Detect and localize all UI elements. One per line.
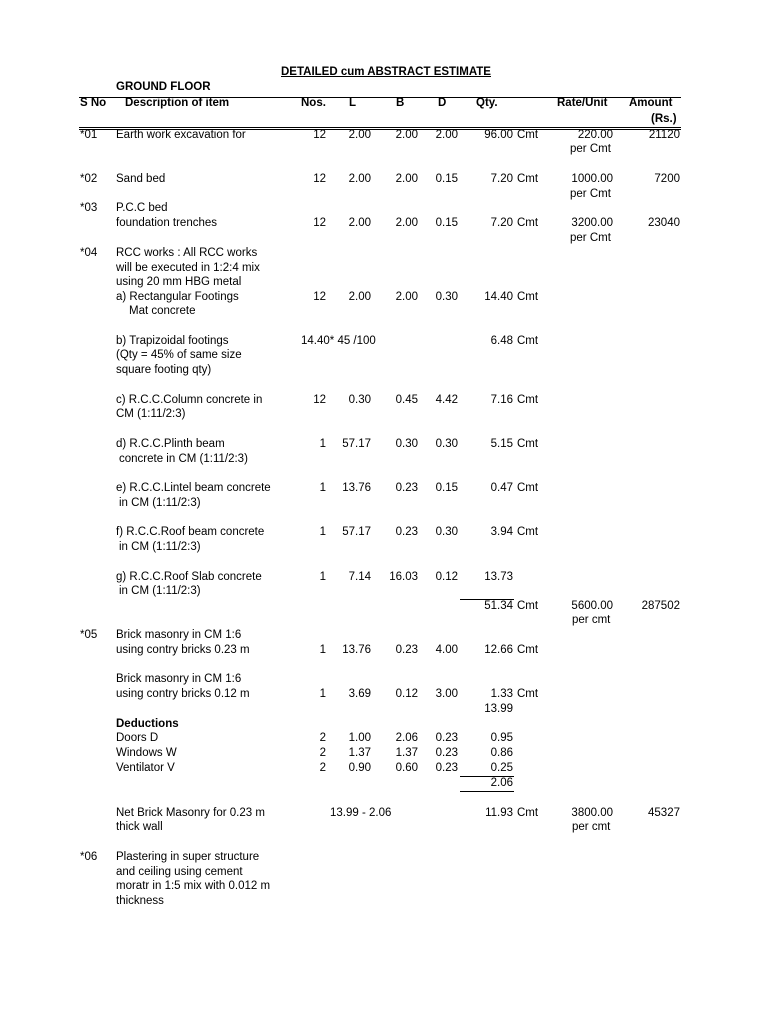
total-qty-unit: Cmt [517, 600, 539, 612]
item-rate: 5600.00 [571, 600, 613, 612]
item-sno: *06 [80, 851, 98, 863]
col-header-d: D [438, 97, 447, 109]
item-rate-unit: per Cmt [570, 188, 611, 200]
subitem-qty: 0.47 [490, 482, 513, 494]
item-depth: 3.00 [435, 688, 458, 700]
item-length: 2.00 [348, 217, 371, 229]
subitem-breadth: 0.45 [395, 394, 418, 406]
deduction-depth: 0.23 [435, 762, 458, 774]
deduction-qty: 0.25 [490, 762, 513, 774]
col-header-b: B [396, 97, 405, 109]
item-depth: 0.15 [435, 173, 458, 185]
subtotal-qty: 13.99 [484, 703, 513, 715]
subitem-depth: 0.30 [435, 291, 458, 303]
item-amount: 23040 [648, 217, 680, 229]
deduction-total: 2.06 [490, 777, 513, 789]
item-nos: 1 [319, 644, 326, 656]
deduction-depth: 0.23 [435, 732, 458, 744]
item-breadth: 0.23 [395, 644, 418, 656]
page-title: DETAILED cum ABSTRACT ESTIMATE [281, 66, 491, 78]
item-depth: 2.00 [435, 129, 458, 141]
item-breadth: 2.00 [395, 217, 418, 229]
net-formula: 13.99 - 2.06 [330, 807, 392, 819]
subitem-description: square footing qty) [116, 364, 212, 376]
item-description: using contry bricks 0.12 m [116, 688, 250, 700]
subitem-breadth: 0.23 [395, 526, 418, 538]
deduction-nos: 2 [319, 732, 326, 744]
item-qty-unit: Cmt [517, 173, 539, 185]
subitem-qty-unit: Cmt [517, 526, 539, 538]
subitem-formula: 14.40* 45 /100 [301, 335, 376, 347]
deduction-nos: 2 [319, 762, 326, 774]
subitem-length: 7.14 [348, 571, 371, 583]
subitem-qty: 13.73 [484, 571, 513, 583]
item-depth: 4.00 [435, 644, 458, 656]
deduction-length: 1.37 [348, 747, 371, 759]
subitem-breadth: 0.23 [395, 482, 418, 494]
item-description: RCC works : All RCC works [116, 247, 258, 259]
subitem-description: in CM (1:11/2:3) [119, 585, 201, 597]
item-description: moratr in 1:5 mix with 0.012 m [116, 880, 271, 892]
subitem-description: f) R.C.C.Roof beam concrete [116, 526, 265, 538]
item-rate-unit: per Cmt [570, 143, 611, 155]
subitem-qty-unit: Cmt [517, 335, 539, 347]
col-header-l: L [349, 97, 357, 109]
item-rate-unit: per cmt [572, 821, 611, 833]
item-breadth: 0.12 [395, 688, 418, 700]
item-amount: 21120 [648, 129, 680, 141]
item-rate: 220.00 [577, 129, 613, 141]
subitem-qty: 6.48 [490, 335, 513, 347]
subitem-nos: 12 [313, 394, 326, 406]
subitem-length: 57.17 [342, 526, 371, 538]
subitem-qty-unit: Cmt [517, 291, 539, 303]
item-qty: 12.66 [484, 644, 513, 656]
col-header-qty: Qty. [476, 97, 498, 109]
subitem-qty: 14.40 [484, 291, 513, 303]
col-header-description: Description of item [125, 97, 230, 109]
deduction-description: Ventilator V [116, 762, 175, 774]
subitem-nos: 12 [313, 291, 326, 303]
item-length: 13.76 [342, 644, 371, 656]
deduction-breadth: 0.60 [395, 762, 418, 774]
subitem-length: 0.30 [348, 394, 371, 406]
deduction-breadth: 1.37 [395, 747, 418, 759]
subitem-qty-unit: Cmt [517, 394, 539, 406]
net-description: Net Brick Masonry for 0.23 m [116, 807, 265, 819]
subitem-depth: 0.30 [435, 526, 458, 538]
col-header-amount: Amount [629, 97, 673, 109]
item-qty-unit: Cmt [517, 217, 539, 229]
subitem-length: 57.17 [342, 438, 371, 450]
subitem-breadth: 16.03 [389, 571, 418, 583]
subitem-description: in CM (1:11/2:3) [119, 541, 201, 553]
item-nos: 1 [319, 688, 326, 700]
item-description: will be executed in 1:2:4 mix [116, 262, 260, 274]
subitem-description: b) Trapizoidal footings [116, 335, 229, 347]
deduction-length: 1.00 [348, 732, 371, 744]
item-description: Sand bed [116, 173, 166, 185]
subitem-description: a) Rectangular Footings [116, 291, 239, 303]
item-rate-unit: per cmt [572, 614, 611, 626]
subitem-qty-unit: Cmt [517, 438, 539, 450]
total-qty: 51.34 [484, 600, 513, 612]
subitem-length: 13.76 [342, 482, 371, 494]
floor-heading: GROUND FLOOR [116, 81, 211, 93]
item-qty: 96.00 [484, 129, 513, 141]
item-rate: 3200.00 [571, 217, 613, 229]
deduction-qty: 0.95 [490, 732, 513, 744]
net-description: thick wall [116, 821, 163, 833]
deduction-description: Windows W [116, 747, 177, 759]
subitem-nos: 1 [319, 526, 326, 538]
item-description: and ceiling using cement [116, 866, 243, 878]
item-nos: 12 [313, 217, 326, 229]
item-description: foundation trenches [116, 217, 218, 229]
subitem-depth: 0.12 [435, 571, 458, 583]
subitem-qty: 3.94 [490, 526, 513, 538]
col-header-rate: Rate/Unit [557, 97, 608, 109]
col-header-amount-unit: (Rs.) [651, 113, 677, 125]
item-rate-unit: per Cmt [570, 232, 611, 244]
col-header-sno: S No [80, 97, 107, 109]
subitem-depth: 0.15 [435, 482, 458, 494]
subitem-breadth: 0.30 [395, 438, 418, 450]
item-breadth: 2.00 [395, 173, 418, 185]
item-sno: *01 [80, 129, 98, 141]
subitem-description: in CM (1:11/2:3) [119, 497, 201, 509]
deduction-description: Doors D [116, 732, 159, 744]
item-amount: 45327 [648, 807, 680, 819]
item-description: Brick masonry in CM 1:6 [116, 629, 242, 641]
deduction-breadth: 2.06 [395, 732, 418, 744]
deduction-qty: 0.86 [490, 747, 513, 759]
item-nos: 12 [313, 129, 326, 141]
col-header-nos: Nos. [301, 97, 326, 109]
deduction-total-rule-bottom [460, 791, 514, 792]
subitem-nos: 1 [319, 571, 326, 583]
item-sno: *04 [80, 247, 98, 259]
item-amount: 287502 [641, 600, 680, 612]
item-description: thickness [116, 895, 164, 907]
deduction-nos: 2 [319, 747, 326, 759]
deductions-heading: Deductions [116, 718, 179, 730]
item-description: P.C.C bed [116, 202, 168, 214]
item-description: using 20 mm HBG metal [116, 276, 242, 288]
subitem-qty: 7.16 [490, 394, 513, 406]
item-depth: 0.15 [435, 217, 458, 229]
subitem-description: Mat concrete [129, 305, 196, 317]
deduction-length: 0.90 [348, 762, 371, 774]
subitem-breadth: 2.00 [395, 291, 418, 303]
subitem-description: (Qty = 45% of same size [116, 349, 242, 361]
deduction-depth: 0.23 [435, 747, 458, 759]
item-nos: 12 [313, 173, 326, 185]
item-length: 2.00 [348, 129, 371, 141]
item-qty: 7.20 [490, 173, 513, 185]
item-length: 2.00 [348, 173, 371, 185]
item-qty: 7.20 [490, 217, 513, 229]
item-qty-unit: Cmt [517, 129, 539, 141]
net-qty: 11.93 [485, 807, 513, 819]
subitem-description: concrete in CM (1:11/2:3) [119, 453, 248, 465]
item-sno: *03 [80, 202, 98, 214]
item-amount: 7200 [654, 173, 680, 185]
net-qty-unit: Cmt [517, 807, 539, 819]
subitem-length: 2.00 [348, 291, 371, 303]
subitem-qty-unit: Cmt [517, 482, 539, 494]
item-rate: 3800.00 [571, 807, 613, 819]
subitem-qty: 5.15 [490, 438, 513, 450]
subitem-depth: 4.42 [435, 394, 458, 406]
subitem-nos: 1 [319, 438, 326, 450]
header-top-rule [79, 97, 681, 98]
item-breadth: 2.00 [395, 129, 418, 141]
item-qty: 1.33 [490, 688, 513, 700]
item-qty-unit: Cmt [517, 644, 539, 656]
subitem-description: CM (1:11/2:3) [116, 408, 186, 420]
subitem-description: d) R.C.C.Plinth beam [116, 438, 225, 450]
item-rate: 1000.00 [571, 173, 613, 185]
subitem-nos: 1 [319, 482, 326, 494]
item-description: Plastering in super structure [116, 851, 260, 863]
item-sno: *05 [80, 629, 98, 641]
item-sno: *02 [80, 173, 98, 185]
subitem-description: g) R.C.C.Roof Slab concrete [116, 571, 262, 583]
subitem-description: c) R.C.C.Column concrete in [116, 394, 263, 406]
subitem-description: e) R.C.C.Lintel beam concrete [116, 482, 271, 494]
item-length: 3.69 [348, 688, 371, 700]
item-description: Brick masonry in CM 1:6 [116, 673, 242, 685]
item-description: Earth work excavation for [116, 129, 246, 141]
subitem-depth: 0.30 [435, 438, 458, 450]
item-qty-unit: Cmt [517, 688, 539, 700]
item-description: using contry bricks 0.23 m [116, 644, 250, 656]
